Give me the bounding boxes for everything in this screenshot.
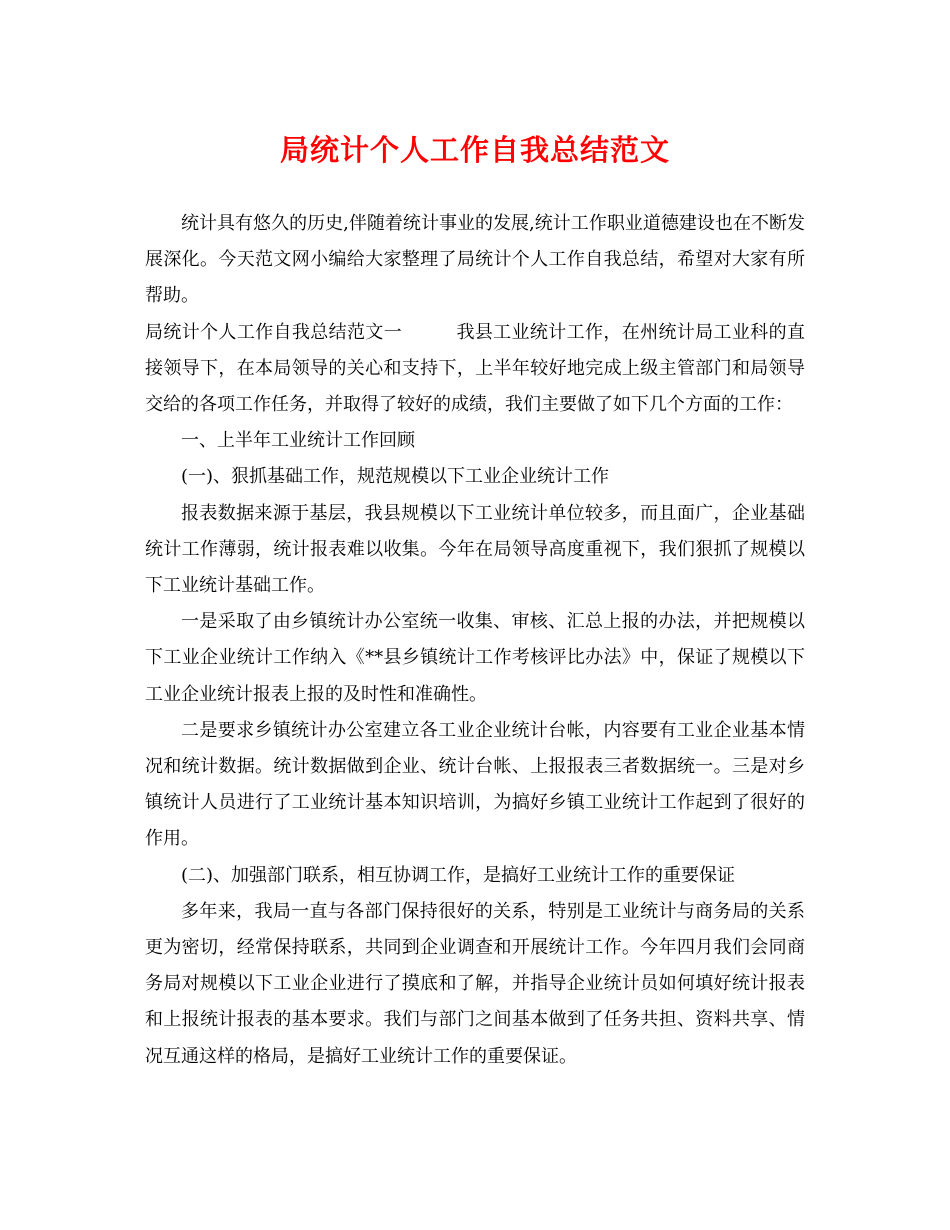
heading-review: 一、上半年工业统计工作回顾 (181, 430, 415, 452)
paragraph-point-two: 二是要求乡镇统计办公室建立各工业企业统计台帐，内容要有工业企业基本情况和统计数据。统计数据做到企业、统计台帐、上报报表三者数据统一。三是对乡镇统计人员进行了工业统计基本知识培训，为搞好乡镇工业统计工作起到了很好的作用。 (145, 719, 805, 850)
paragraph-section-one-text: 我县工业统计工作，在州统计局工业科的直接领导下，在本局领导的关心和支持下，上半年较好地完成上级主管部门和局领导交给的各项工作任务，并取得了较好的成绩，我们主要做了如下几个方面的工作： (145, 321, 806, 416)
subheading-department-liaison: (二)、加强部门联系，相互协调工作，是搞好工业统计工作的重要保证 (181, 864, 736, 886)
document-body (145, 206, 805, 1075)
document-title: 局统计个人工作自我总结范文 (279, 133, 670, 167)
section-heading-inline: 局统计个人工作自我总结范文一 (145, 321, 403, 343)
paragraph-intro: 统计具有悠久的历史,伴随着统计事业的发展,统计工作职业道德建设也在不断发展深化。今天范文网小编给大家整理了局统计个人工作自我总结，希望对大家有所帮助。 (145, 213, 805, 307)
paragraph-cooperation: 多年来，我局一直与各部门保持很好的关系，特别是工业统计与商务局的关系更为密切，经常保持联系，共同到企业调查和开展统计工作。今年四月我们会同商务局对规模以下工业企业进行了摸底和了解，并指导企业统计员如何填好统计报表和上报统计报表的基本要求。我们与部门之间基本做到了任务共担、资料共享、情况互通这样的格局，是搞好工业统计工作的重要保证。 (145, 900, 805, 1067)
paragraph-data-source: 报表数据来源于基层，我县规模以下工业统计单位较多，而且面广，企业基础统计工作薄弱，统计报表难以收集。今年在局领导高度重视下，我们狠抓了规模以下工业统计基础工作。 (145, 502, 805, 597)
subheading-basic-work: (一)、狠抓基础工作，规范规模以下工业企业统计工作 (181, 466, 610, 488)
paragraph-point-one: 一是采取了由乡镇统计办公室统一收集、审核、汇总上报的办法，并把规模以下工业企业统计工作纳入《**县乡镇统计工作考核评比办法》中，保证了规模以下工业企业统计报表上报的及时性和准确性。 (145, 611, 805, 705)
paragraph-section-one-intro (145, 315, 805, 424)
